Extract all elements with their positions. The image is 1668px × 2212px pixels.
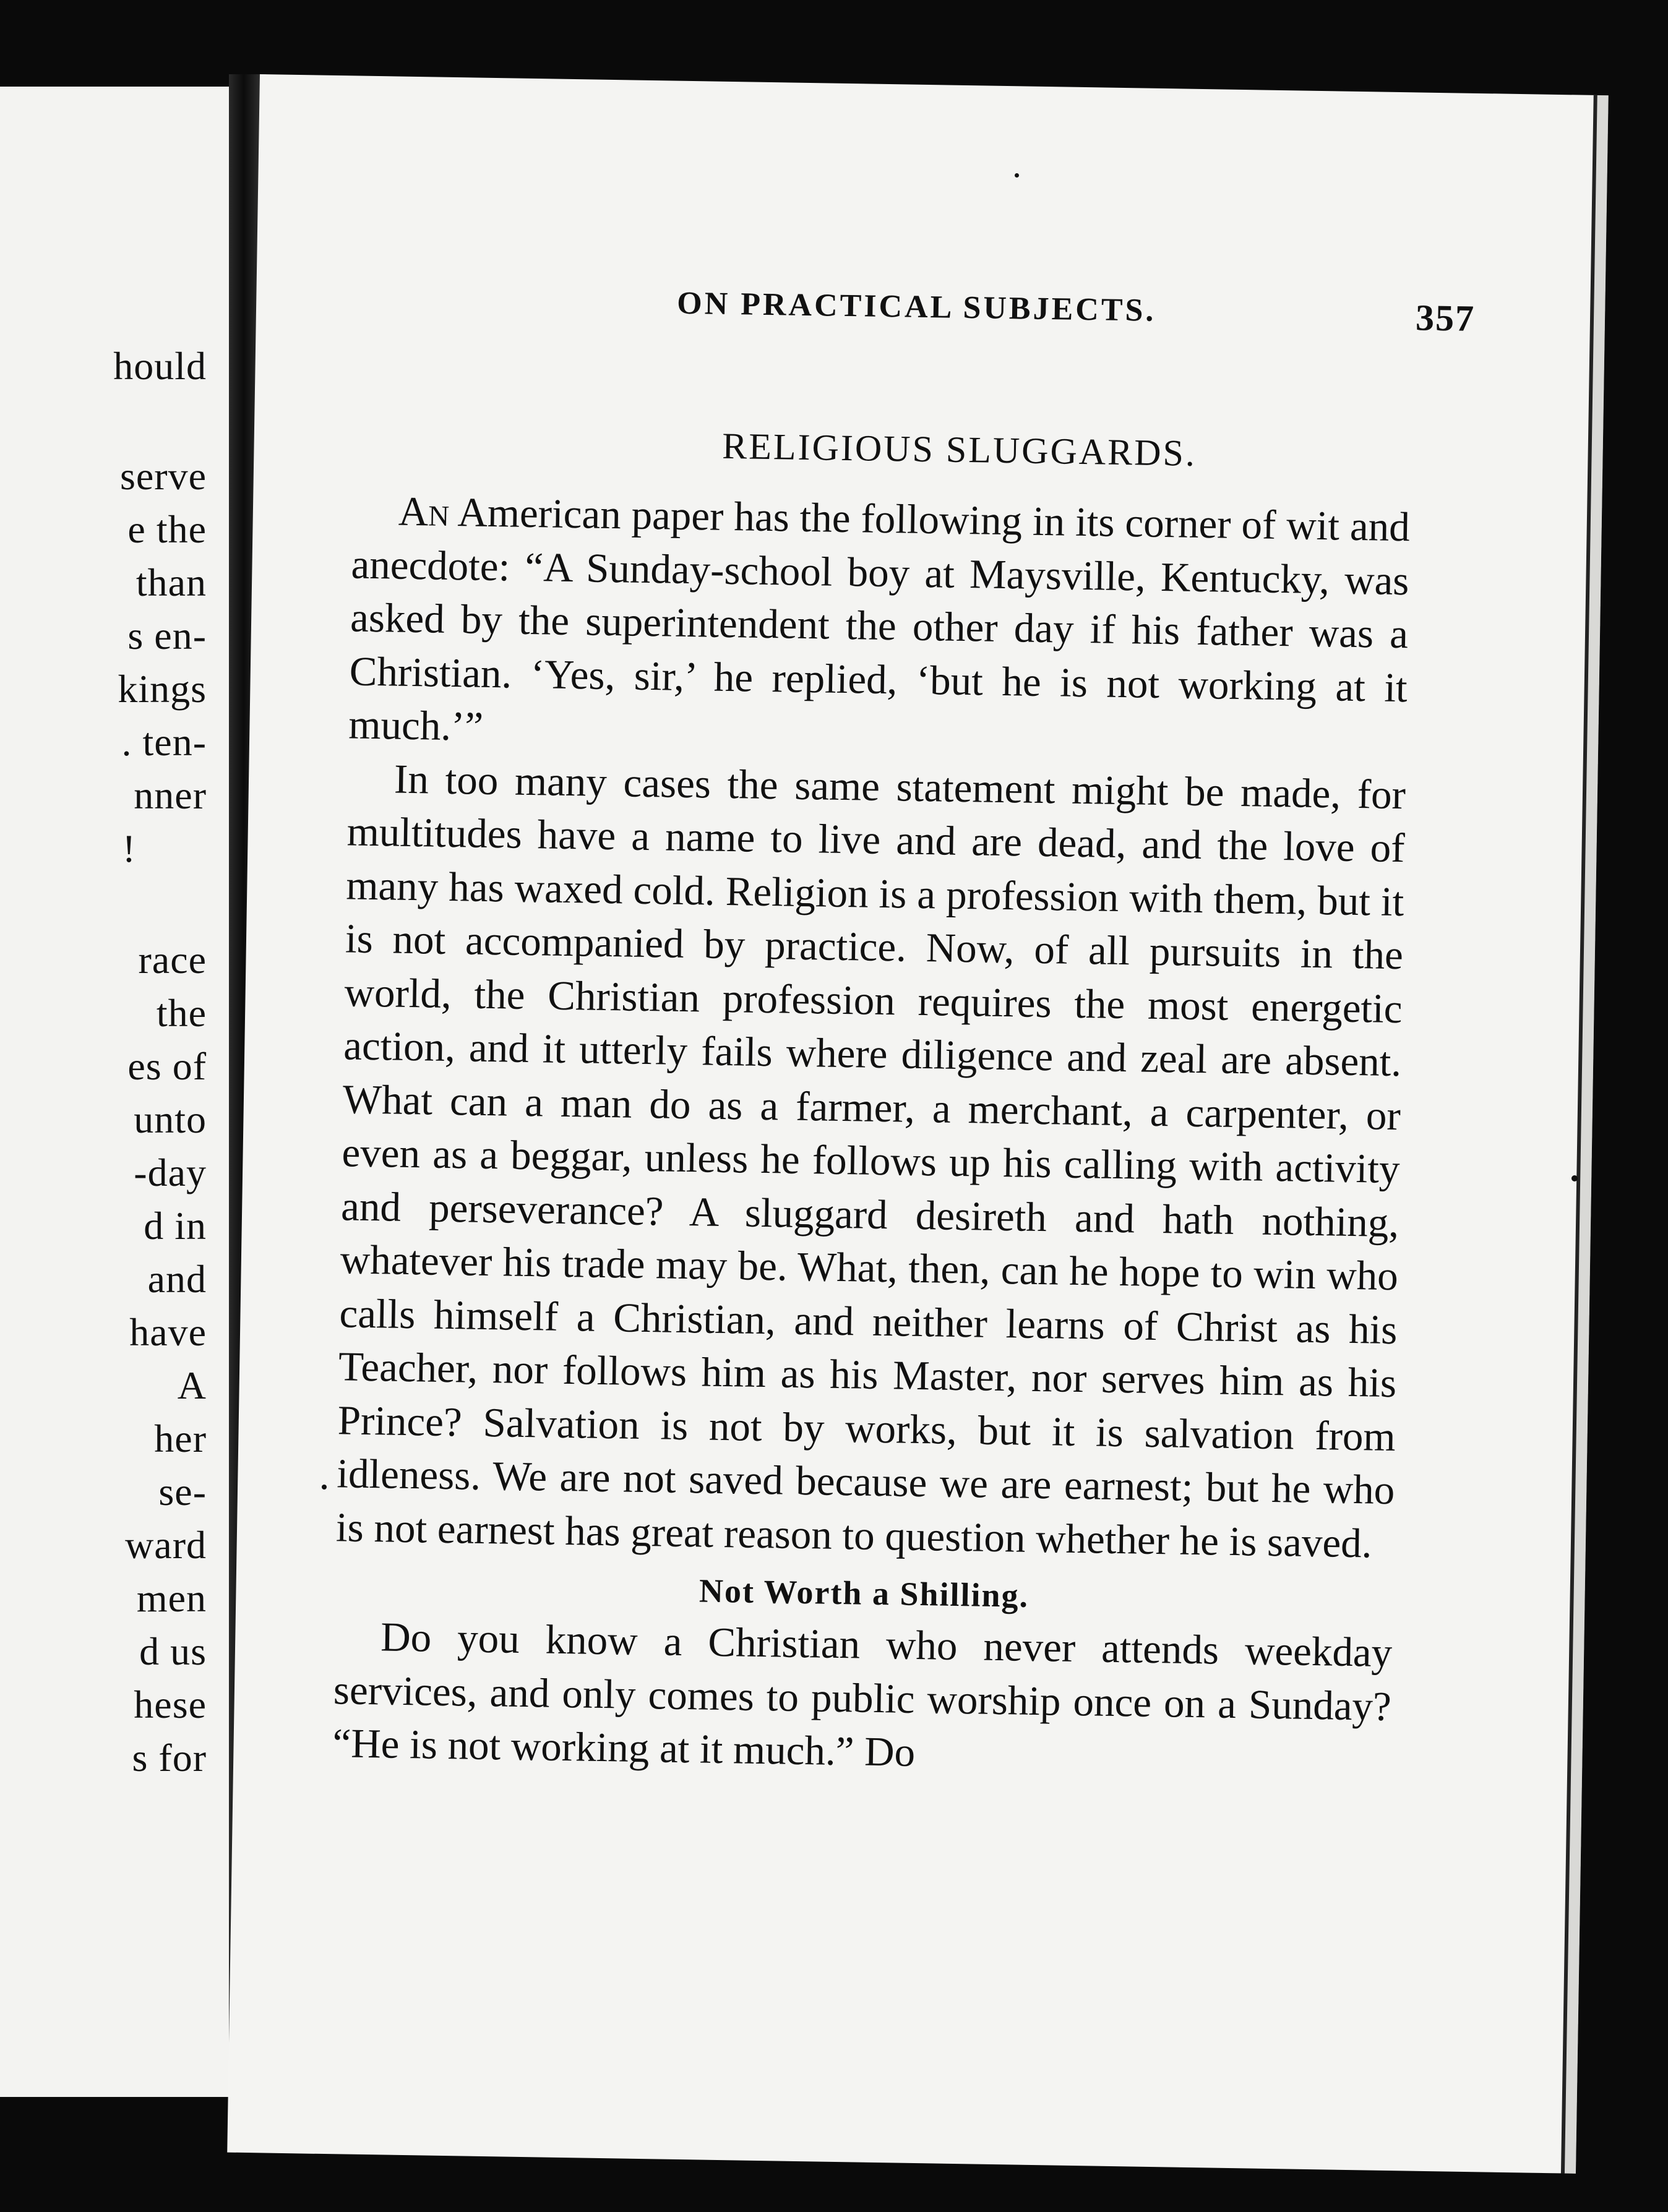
paragraph-lead-word: An: [398, 488, 450, 535]
page-number: 357: [1415, 297, 1476, 339]
left-line: serve: [119, 454, 207, 498]
paragraph: In too many cases the same statement might be made, for multitudes have a name to live and are dead, and the love of many has waxed cold. Religion is a profession with them, but it is not accompanied by practice. Now, of all pursuits in the world, the Christian profession requires the most energetic action, and it utterly fails where diligence and zeal are absent. What can a man do as a farmer, a merchant, a carpenter, or even as a beggar, unless he follows up his calling with activity and perseverance? A sluggard desireth and hath nothing, whatever his trade may be. What, then, can he hope to win who calls himself a Christian, and neither learns of Christ as his Teacher, nor follows him as his Master, nor serves him as his Prince? Salvation is not by works, but it is salvation from idleness. We are not saved because we are earnest; but he who is not earnest has great reason to question whether he is saved.: [335, 756, 1406, 1567]
body-text: [332, 484, 1410, 1786]
left-page-fragment: [0, 87, 233, 2097]
left-line: kings: [118, 667, 207, 711]
left-line: s for: [132, 1736, 207, 1780]
paragraph: [348, 484, 1411, 768]
left-line: men: [136, 1576, 207, 1620]
left-line: . ten-: [121, 720, 207, 764]
paragraph-text: American paper has the following in its corner of wit and anecdote: “A Sunday-school boy at Maysville, Kentucky, was asked by the superintendent the other day if his father was a Christian. ‘Yes, sir,’ he replied, ‘but he is not working at it much.’”: [348, 489, 1411, 750]
left-line: race: [138, 938, 207, 982]
left-line: and: [147, 1257, 207, 1301]
scan-speck: [1571, 1175, 1578, 1181]
running-title: ON PRACTICAL SUBJECTS.: [676, 285, 1156, 328]
left-line: hese: [134, 1683, 207, 1726]
left-line: e the: [127, 507, 207, 551]
section-heading: RELIGIOUS SLUGGARDS.: [721, 425, 1197, 474]
left-line: d in: [144, 1204, 207, 1248]
left-line: !: [122, 826, 136, 870]
left-line: A: [177, 1363, 207, 1407]
left-line: hould: [113, 344, 207, 388]
left-line: ward: [125, 1523, 207, 1567]
left-line: than: [135, 560, 207, 604]
left-line: -day: [134, 1151, 207, 1194]
scan-speck: [1015, 173, 1019, 178]
left-line: her: [154, 1417, 207, 1460]
right-page: [227, 74, 1609, 2174]
left-line: se-: [158, 1470, 207, 1514]
left-line: es of: [127, 1044, 207, 1088]
scan-speck: [322, 1485, 327, 1490]
subheading: Not Worth a Shilling.: [699, 1572, 1030, 1614]
running-head: [676, 285, 1482, 339]
left-line: have: [129, 1310, 207, 1354]
left-line: nner: [134, 773, 207, 817]
left-line: unto: [134, 1097, 207, 1141]
left-line: s en-: [127, 614, 207, 658]
left-line: d us: [139, 1629, 207, 1673]
paragraph: Do you know a Christian who never attends weekday services, and only comes to public worship once on a Sunday? “He is not working at it much.” Do: [332, 1614, 1393, 1775]
left-line: the: [156, 991, 207, 1035]
